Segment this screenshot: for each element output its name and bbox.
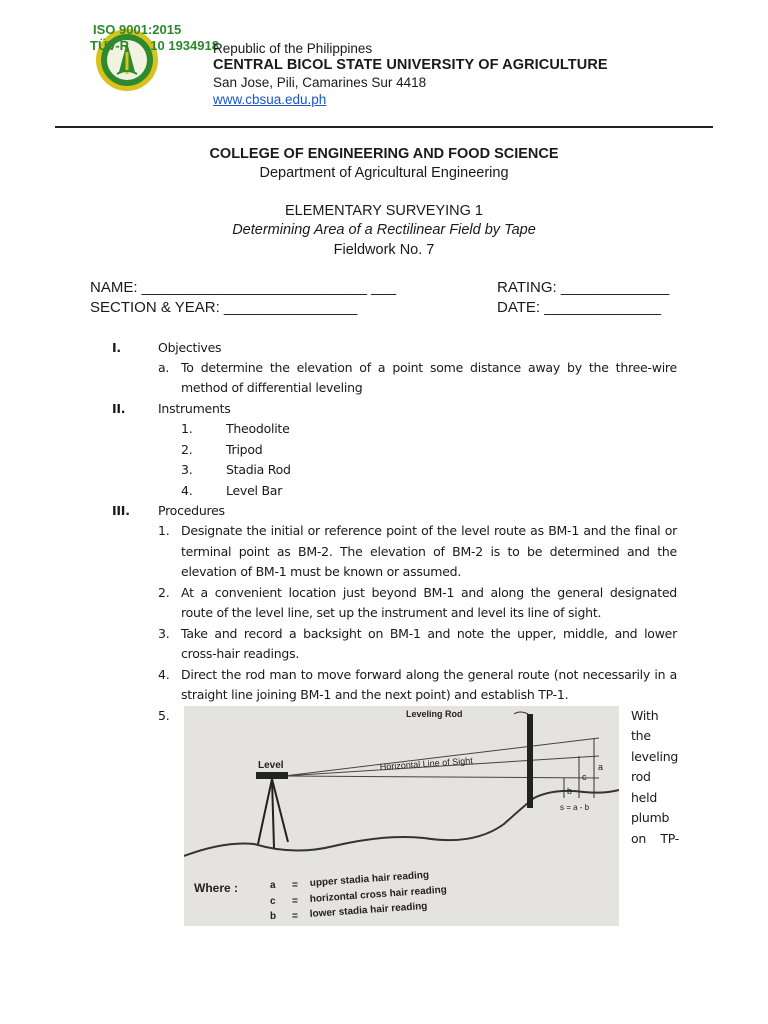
tripod-leg <box>258 779 272 844</box>
section-numeral-procedures: III. <box>112 503 130 518</box>
iso-cert-prefix: 10 <box>150 38 165 53</box>
section-title-instruments: Instruments <box>158 401 231 416</box>
activity-title: Determining Area of a Rectilinear Field by Tape <box>232 222 536 238</box>
procedure-side-text: on TP- <box>631 831 679 846</box>
procedure-marker: 1. <box>158 523 170 538</box>
procedure-marker: 3. <box>158 626 170 641</box>
department-title: Department of Agricultural Engineering <box>259 165 509 181</box>
section-numeral-objectives: I. <box>112 340 121 355</box>
instrument-marker: 1. <box>181 421 193 436</box>
procedure-side-text: held <box>631 790 658 805</box>
procedure-side-text: plumb <box>631 810 670 825</box>
name-field[interactable]: NAME: ___________________________ ___ <box>90 279 397 296</box>
three-wire-leveling-figure <box>184 706 619 926</box>
legend-description: lower stadia hair reading <box>309 900 428 920</box>
lower-stadia-line <box>284 776 599 778</box>
objective-text-line2: method of differential leveling <box>181 380 363 395</box>
dim-label-b: b <box>567 786 573 796</box>
date-field[interactable]: DATE: ______________ <box>497 299 662 316</box>
legend-description: horizontal cross hair reading <box>309 884 448 905</box>
ground-line <box>184 790 619 856</box>
header-divider <box>55 126 713 128</box>
instrument-item: Stadia Rod <box>226 462 291 477</box>
sight-line-label: Horizontal Line of Sight <box>379 755 473 772</box>
leveling-diagram <box>184 706 619 926</box>
iso-certification-text <box>90 22 219 54</box>
instrument-marker: 2. <box>181 442 193 457</box>
procedure-line: cross-hair readings. <box>181 646 300 661</box>
university-address: San Jose, Pili, Camarines Sur 4418 <box>213 75 427 90</box>
legend-description: upper stadia hair reading <box>309 869 430 889</box>
procedure-marker: 2. <box>158 585 170 600</box>
iso-cert-number: 1934918 <box>168 38 219 53</box>
legend-symbol: b <box>270 911 277 922</box>
leveling-rod <box>527 714 533 808</box>
dim-label-c: c <box>582 772 587 782</box>
legend-equals: = <box>292 896 298 907</box>
procedure-line: At a convenient location just beyond BM-1 and along the general designated <box>181 585 677 600</box>
instrument-marker: 3. <box>181 462 193 477</box>
procedure-line: Direct the rod man to move forward along the general route (not necessarily in a <box>181 667 677 682</box>
website-link[interactable]: www.cbsua.edu.ph <box>213 92 327 107</box>
legend-equals: = <box>292 880 298 891</box>
procedure-line: elevation of BM-1 must be known or assumed. <box>181 564 462 579</box>
procedure-side-text: leveling <box>631 749 679 764</box>
level-label: Level <box>258 760 284 771</box>
procedure-side-text: With <box>631 708 659 723</box>
section-title-procedures: Procedures <box>158 503 225 518</box>
university-header <box>213 40 608 108</box>
procedure-line: route of the level line, set up the instrument and level its line of sight. <box>181 605 602 620</box>
instrument-item: Tripod <box>226 442 263 457</box>
section-year-field[interactable]: SECTION & YEAR: ________________ <box>90 299 358 316</box>
procedure-marker: 5. <box>158 708 170 723</box>
objective-marker: a. <box>158 360 170 375</box>
procedure-side-text: rod <box>631 769 651 784</box>
procedure-line: Take and record a backsight on BM-1 and note the upper, middle, and lower <box>181 626 677 641</box>
legend-equals: = <box>292 911 298 922</box>
procedure-line: straight line joining BM-1 and the next point) and establish TP-1. <box>181 687 569 702</box>
republic-line: Republic of the Philippines <box>213 41 373 56</box>
procedure-side-text: the <box>631 728 651 743</box>
procedure-line: terminal point as BM-2. The elevation of BM-2 is to be determined and the <box>181 544 677 559</box>
instrument-marker: 4. <box>181 483 193 498</box>
procedure-line: Designate the initial or reference point of the level route as BM-1 and the final or <box>181 523 677 538</box>
university-name: CENTRAL BICOL STATE UNIVERSITY OF AGRICULTURE <box>213 57 608 73</box>
college-title: COLLEGE OF ENGINEERING AND FOOD SCIENCE <box>209 146 559 162</box>
rod-pointer <box>514 712 528 714</box>
course-title: ELEMENTARY SURVEYING 1 <box>285 203 483 219</box>
section-numeral-instruments: II. <box>112 401 126 416</box>
objective-text-line1: To determine the elevation of a point some distance away by the three-wire <box>181 360 677 375</box>
stadia-formula: s = a - b <box>560 803 590 812</box>
where-label: Where : <box>194 881 239 895</box>
instrument-item: Level Bar <box>226 483 283 498</box>
level-instrument <box>256 772 288 779</box>
leveling-rod-label: Leveling Rod <box>406 709 463 719</box>
legend-symbol: a <box>270 880 276 891</box>
procedure-marker: 4. <box>158 667 170 682</box>
instrument-item: Theodolite <box>226 421 290 436</box>
section-title-objectives: Objectives <box>158 340 222 355</box>
iso-standard: ISO 9001:2015 <box>93 22 182 37</box>
dim-label-a: a <box>598 762 604 772</box>
fieldwork-number: Fieldwork No. 7 <box>333 242 435 258</box>
iso-certifier: TÜV-R <box>90 38 129 53</box>
legend-symbol: c <box>270 896 276 907</box>
rating-field[interactable]: RATING: _____________ <box>497 279 670 296</box>
